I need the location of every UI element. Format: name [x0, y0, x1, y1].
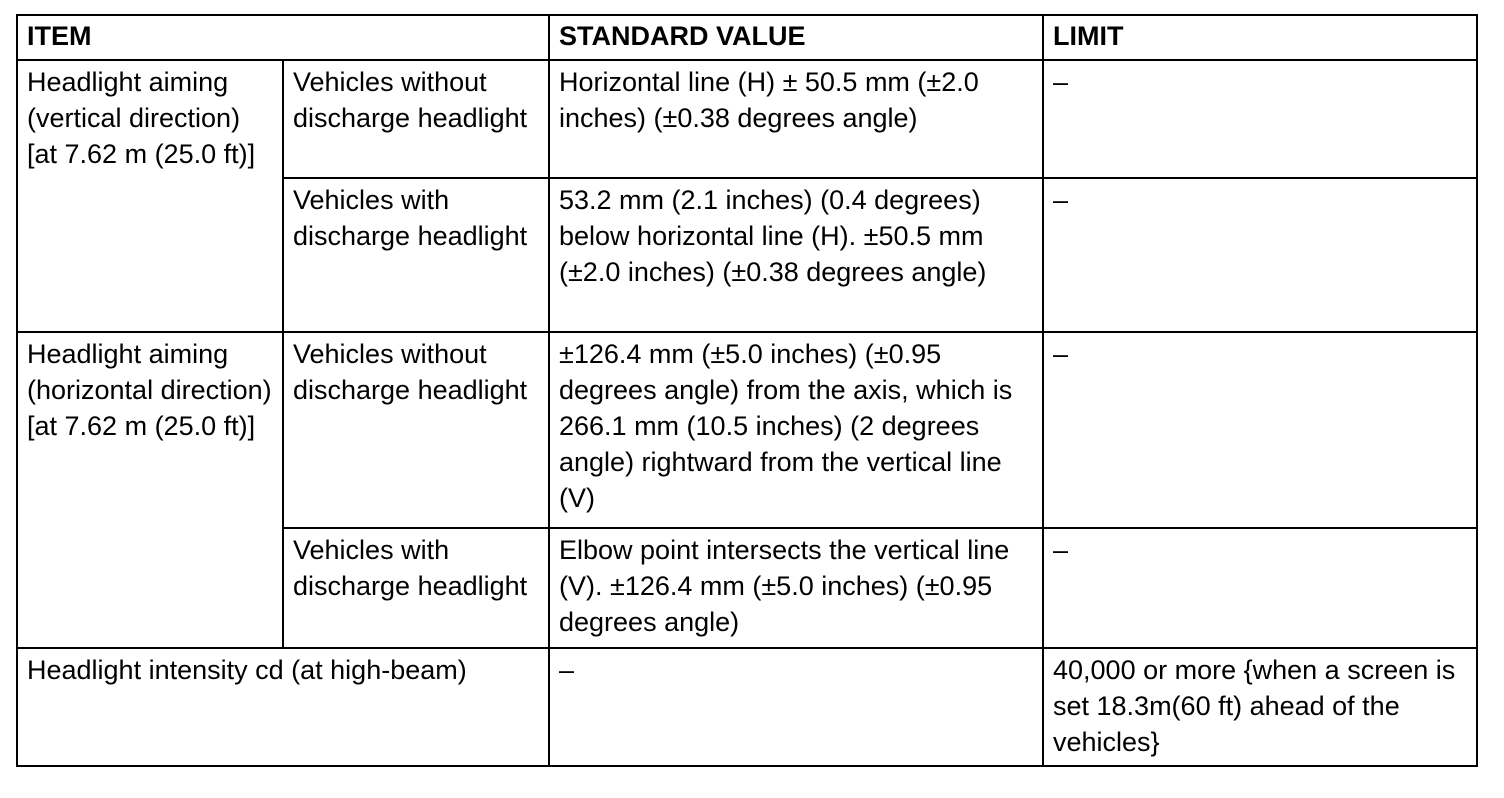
limit-cell: 40,000 or more {when a screen is set 18.3m(60 ft) ahead of the vehicles}	[1043, 648, 1477, 766]
item-cell: Headlight aiming (vertical direction) [at 7.62 m (25.0 ft)]	[17, 60, 283, 332]
table-row	[17, 648, 1477, 766]
table-row	[17, 60, 1477, 178]
item-cell: Headlight aiming (horizontal direction) [at 7.62 m (25.0 ft)]	[17, 332, 283, 648]
sub-item-cell: Vehicles with discharge headlight	[283, 528, 549, 648]
header-standard-value: STANDARD VALUE	[549, 15, 1043, 60]
sub-item-cell: Vehicles without discharge headlight	[283, 332, 549, 528]
limit-cell: –	[1043, 528, 1477, 648]
headlight-spec-table	[16, 14, 1478, 767]
header-item: ITEM	[17, 15, 549, 60]
sub-item-cell: Vehicles without discharge headlight	[283, 60, 549, 178]
limit-cell: –	[1043, 332, 1477, 528]
sub-item-cell: Vehicles with discharge headlight	[283, 178, 549, 332]
header-limit: LIMIT	[1043, 15, 1477, 60]
standard-value-cell: –	[549, 648, 1043, 766]
limit-cell: –	[1043, 178, 1477, 332]
standard-value-cell: Elbow point intersects the vertical line (V). ±126.4 mm (±5.0 inches) (±0.95 degrees angle)	[549, 528, 1043, 648]
limit-cell: –	[1043, 60, 1477, 178]
standard-value-cell: ±126.4 mm (±5.0 inches) (±0.95 degrees angle) from the axis, which is 266.1 mm (10.5 inches) (2 degrees angle) rightward from the vertical line (V)	[549, 332, 1043, 528]
header-row	[17, 15, 1477, 60]
item-cell: Headlight intensity cd (at high-beam)	[17, 648, 549, 766]
standard-value-cell: 53.2 mm (2.1 inches) (0.4 degrees) below horizontal line (H). ±50.5 mm (±2.0 inches) (±0.38 degrees angle)	[549, 178, 1043, 332]
table-row	[17, 332, 1477, 528]
standard-value-cell: Horizontal line (H) ± 50.5 mm (±2.0 inches) (±0.38 degrees angle)	[549, 60, 1043, 178]
